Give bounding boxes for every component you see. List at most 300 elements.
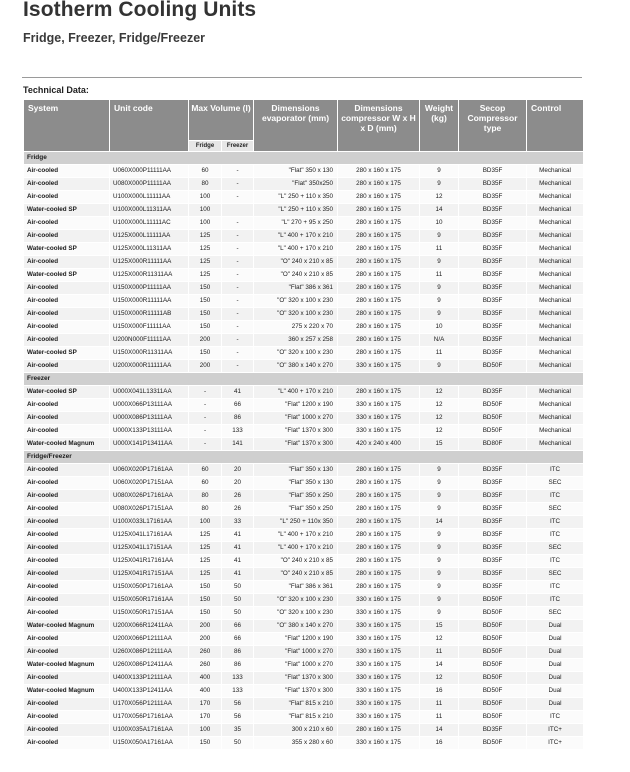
cell-freezer-volume: 41 [222,568,254,581]
header-fridge: Fridge [189,141,222,152]
cell-unit-code: U060X020P17151AA [110,477,189,490]
cell-control: Mechanical [527,321,584,334]
cell-evaporator: "Flat" 386 x 361 [254,581,338,594]
cell-freezer-volume: 66 [222,620,254,633]
cell-compressor: 280 x 160 x 175 [338,529,420,542]
cell-evaporator: "O" 320 x 100 x 230 [254,607,338,620]
table-row [24,295,584,308]
cell-control: Mechanical [527,295,584,308]
table-row [24,477,584,490]
cell-evaporator: "O" 240 x 210 x 85 [254,269,338,282]
cell-compressor: 280 x 160 x 175 [338,334,420,347]
cell-compressor: 280 x 160 x 175 [338,204,420,217]
cell-weight: 9 [420,594,459,607]
cell-fridge-volume: 260 [189,659,222,672]
cell-unit-code: U170X056P17161AA [110,711,189,724]
cell-weight: 16 [420,737,459,750]
cell-secop: BD35F [459,295,527,308]
cell-fridge-volume: 150 [189,295,222,308]
cell-fridge-volume: 60 [189,464,222,477]
cell-weight: 10 [420,321,459,334]
cell-freezer-volume: 26 [222,503,254,516]
cell-fridge-volume: - [189,386,222,399]
cell-unit-code: U100X033L17161AA [110,516,189,529]
cell-freezer-volume: 33 [222,516,254,529]
cell-evaporator: "Flat" 350 x 130 [254,477,338,490]
cell-secop: BD50F [459,594,527,607]
cell-weight: 12 [420,191,459,204]
cell-compressor: 330 x 160 x 175 [338,659,420,672]
cell-evaporator: "L" 400 + 170 x 210 [254,542,338,555]
table-row [24,607,584,620]
cell-weight: 14 [420,659,459,672]
cell-system: Air-cooled [24,724,110,737]
cell-freezer-volume: - [222,217,254,230]
cell-evaporator: "Flat" 1370 x 300 [254,438,338,451]
cell-freezer-volume: - [222,347,254,360]
cell-secop: BD35F [459,217,527,230]
cell-fridge-volume: - [189,438,222,451]
cell-weight: 9 [420,256,459,269]
cell-secop: BD50F [459,685,527,698]
table-row [24,724,584,737]
cell-system: Air-cooled [24,581,110,594]
cell-compressor: 330 x 160 x 175 [338,646,420,659]
cell-unit-code: U080X026P17151AA [110,503,189,516]
cell-compressor: 280 x 160 x 175 [338,230,420,243]
cell-fridge-volume: 200 [189,360,222,373]
cell-compressor: 280 x 160 x 175 [338,503,420,516]
cell-evaporator: "O" 380 x 140 x 270 [254,620,338,633]
cell-evaporator: "Flat" 1370 x 300 [254,425,338,438]
cell-weight: 15 [420,438,459,451]
cell-freezer-volume: - [222,360,254,373]
cell-unit-code: U125X041R17151AA [110,568,189,581]
cell-system: Air-cooled [24,165,110,178]
cell-control: ITC [527,490,584,503]
cell-secop: BD35F [459,308,527,321]
cell-control: ITC+ [527,737,584,750]
cell-compressor: 280 x 160 x 175 [338,282,420,295]
cell-weight: 12 [420,425,459,438]
cell-control: Dual [527,633,584,646]
cell-evaporator: "O" 240 x 210 x 85 [254,568,338,581]
cell-secop: BD50F [459,659,527,672]
cell-freezer-volume: - [222,295,254,308]
cell-system: Air-cooled [24,737,110,750]
cell-unit-code: U125X000R11111AA [110,256,189,269]
table-row [24,698,584,711]
cell-weight: 12 [420,399,459,412]
cell-secop: BD35F [459,724,527,737]
cell-evaporator: "Flat" 1000 x 270 [254,646,338,659]
cell-control: SEC [527,542,584,555]
cell-fridge-volume: 80 [189,178,222,191]
cell-fridge-volume: 150 [189,321,222,334]
cell-unit-code: U125X041L17151AA [110,542,189,555]
cell-unit-code: U170X056P12111AA [110,698,189,711]
cell-secop: BD35F [459,555,527,568]
table-row [24,503,584,516]
cell-control: Mechanical [527,386,584,399]
cell-freezer-volume: 50 [222,581,254,594]
cell-compressor: 280 x 160 x 175 [338,581,420,594]
cell-evaporator: "Flat" 1000 x 270 [254,659,338,672]
cell-weight: 11 [420,269,459,282]
cell-secop: BD35F [459,191,527,204]
cell-unit-code: U100X000L11111AA [110,191,189,204]
cell-compressor: 330 x 160 x 175 [338,412,420,425]
cell-evaporator: "L" 270 + 95 x 250 [254,217,338,230]
cell-weight: 9 [420,529,459,542]
cell-unit-code: U100X035A17161AA [110,724,189,737]
cell-unit-code: U125X041L17161AA [110,529,189,542]
cell-freezer-volume: 35 [222,724,254,737]
table-row [24,711,584,724]
cell-fridge-volume: 100 [189,724,222,737]
cell-unit-code: U200X000R11111AA [110,360,189,373]
cell-system: Air-cooled [24,477,110,490]
table-row [24,191,584,204]
cell-weight: 11 [420,243,459,256]
cell-freezer-volume: 20 [222,477,254,490]
cell-control: Mechanical [527,412,584,425]
cell-secop: BD35F [459,529,527,542]
table-row [24,542,584,555]
cell-evaporator: 355 x 280 x 60 [254,737,338,750]
cell-control: ITC [527,516,584,529]
table-row [24,360,584,373]
cell-compressor: 330 x 160 x 175 [338,633,420,646]
cell-weight: 9 [420,555,459,568]
cell-evaporator: 360 x 257 x 258 [254,334,338,347]
cell-freezer-volume: 133 [222,425,254,438]
cell-control: Mechanical [527,308,584,321]
cell-compressor: 330 x 160 x 175 [338,685,420,698]
cell-system: Water-cooled Magnum [24,659,110,672]
cell-system: Air-cooled [24,230,110,243]
table-row [24,490,584,503]
cell-freezer-volume: - [222,256,254,269]
table-row [24,438,584,451]
cell-weight: 16 [420,685,459,698]
table-row [24,425,584,438]
cell-weight: 9 [420,178,459,191]
cell-control: Mechanical [527,204,584,217]
cell-freezer-volume: 41 [222,555,254,568]
cell-control: ITC [527,464,584,477]
cell-system: Air-cooled [24,360,110,373]
cell-unit-code: U125X041R17161AA [110,555,189,568]
header-max-volume: Max Volume (l) [189,100,254,141]
cell-secop: BD35F [459,334,527,347]
cell-system: Air-cooled [24,542,110,555]
cell-control: ITC [527,529,584,542]
cell-freezer-volume: - [222,191,254,204]
table-row [24,399,584,412]
cell-evaporator: "L" 400 + 170 x 210 [254,529,338,542]
cell-control: Mechanical [527,243,584,256]
cell-evaporator: "Flat" 815 x 210 [254,698,338,711]
table-row [24,269,584,282]
cell-compressor: 330 x 160 x 175 [338,698,420,711]
technical-data-table [23,99,584,750]
cell-control: SEC [527,477,584,490]
cell-control: Dual [527,620,584,633]
cell-compressor: 280 x 160 x 175 [338,464,420,477]
cell-control: Mechanical [527,282,584,295]
table-row [24,620,584,633]
cell-control: Mechanical [527,256,584,269]
cell-control: ITC [527,555,584,568]
cell-evaporator: "Flat" 1370 x 300 [254,685,338,698]
cell-secop: BD50F [459,412,527,425]
cell-freezer-volume: 86 [222,412,254,425]
cell-fridge-volume: - [189,412,222,425]
cell-unit-code: U080X000P11111AA [110,178,189,191]
cell-evaporator: "Flat" 1200 x 190 [254,399,338,412]
cell-compressor: 330 x 160 x 175 [338,425,420,438]
cell-compressor: 280 x 160 x 175 [338,256,420,269]
cell-system: Air-cooled [24,425,110,438]
cell-system: Air-cooled [24,516,110,529]
cell-secop: BD35F [459,347,527,360]
cell-secop: BD35F [459,477,527,490]
cell-weight: 14 [420,204,459,217]
cell-system: Air-cooled [24,256,110,269]
table-row [24,204,584,217]
cell-unit-code: U400X133P12111AA [110,672,189,685]
cell-freezer-volume: 66 [222,633,254,646]
cell-secop: BD50F [459,633,527,646]
cell-freezer-volume: 50 [222,737,254,750]
table-row [24,178,584,191]
cell-evaporator: "L" 400 + 170 x 210 [254,243,338,256]
header-evaporator: Dimensions evaporator (mm) [254,100,338,152]
cell-control: Mechanical [527,178,584,191]
cell-fridge-volume: 400 [189,685,222,698]
cell-compressor: 280 x 160 x 175 [338,490,420,503]
cell-weight: 9 [420,295,459,308]
cell-fridge-volume: 60 [189,477,222,490]
cell-secop: BD50F [459,399,527,412]
cell-evaporator: "O" 320 x 100 x 230 [254,347,338,360]
cell-compressor: 280 x 160 x 175 [338,347,420,360]
group-label: Freezer [24,373,584,386]
cell-unit-code: U100X000L11311AA [110,204,189,217]
group-row [24,451,584,464]
cell-control: ITC [527,711,584,724]
cell-system: Air-cooled [24,282,110,295]
cell-fridge-volume: 150 [189,737,222,750]
cell-system: Air-cooled [24,334,110,347]
cell-compressor: 330 x 160 x 175 [338,711,420,724]
cell-evaporator: 275 x 220 x 70 [254,321,338,334]
cell-secop: BD50F [459,607,527,620]
cell-evaporator: "Flat" 1000 x 270 [254,412,338,425]
cell-compressor: 280 x 160 x 175 [338,178,420,191]
cell-system: Water-cooled SP [24,347,110,360]
cell-freezer-volume: - [222,308,254,321]
section-label: Technical Data: [23,85,89,95]
cell-fridge-volume: 150 [189,347,222,360]
table-row [24,685,584,698]
table-row [24,230,584,243]
cell-system: Air-cooled [24,399,110,412]
cell-control: Mechanical [527,269,584,282]
table-row [24,581,584,594]
cell-compressor: 280 x 160 x 175 [338,295,420,308]
cell-freezer-volume: 41 [222,542,254,555]
cell-freezer-volume: 133 [222,672,254,685]
cell-fridge-volume: 125 [189,269,222,282]
cell-weight: 9 [420,568,459,581]
cell-fridge-volume: 170 [189,711,222,724]
cell-system: Air-cooled [24,217,110,230]
cell-fridge-volume: 200 [189,334,222,347]
cell-fridge-volume: 200 [189,633,222,646]
cell-unit-code: U150X000R11311AA [110,347,189,360]
table-row [24,282,584,295]
cell-compressor: 330 x 160 x 175 [338,360,420,373]
cell-evaporator: "Flat" 1370 x 300 [254,672,338,685]
cell-control: Dual [527,685,584,698]
cell-freezer-volume: 66 [222,399,254,412]
cell-evaporator: "O" 320 x 100 x 230 [254,308,338,321]
cell-freezer-volume: - [222,321,254,334]
cell-weight: 14 [420,516,459,529]
cell-weight: 9 [420,607,459,620]
cell-compressor: 280 x 160 x 175 [338,269,420,282]
cell-compressor: 280 x 160 x 175 [338,555,420,568]
cell-system: Water-cooled Magnum [24,620,110,633]
cell-unit-code: U000X133P13111AA [110,425,189,438]
cell-control: SEC [527,568,584,581]
cell-system: Air-cooled [24,295,110,308]
cell-evaporator: "Flat" 386 x 361 [254,282,338,295]
divider [22,77,582,78]
cell-evaporator: "L" 250 + 110 x 350 [254,204,338,217]
cell-evaporator: "O" 320 x 100 x 230 [254,594,338,607]
header-secop: Secop Compressor type [459,100,527,152]
cell-freezer-volume: - [222,334,254,347]
table-row [24,334,584,347]
cell-compressor: 330 x 160 x 175 [338,620,420,633]
cell-freezer-volume: - [222,230,254,243]
cell-secop: BD50F [459,425,527,438]
cell-system: Air-cooled [24,529,110,542]
cell-unit-code: U080X026P17161AA [110,490,189,503]
cell-secop: BD80F [459,438,527,451]
cell-unit-code: U125X000L11111AA [110,230,189,243]
cell-secop: BD35F [459,568,527,581]
cell-compressor: 330 x 160 x 175 [338,737,420,750]
cell-unit-code: U000X041L13311AA [110,386,189,399]
cell-compressor: 280 x 160 x 175 [338,477,420,490]
cell-unit-code: U200N000F11111AA [110,334,189,347]
table-row [24,737,584,750]
table-row [24,412,584,425]
cell-secop: BD50F [459,737,527,750]
cell-weight: 9 [420,165,459,178]
cell-freezer-volume: 56 [222,698,254,711]
cell-fridge-volume: 150 [189,607,222,620]
cell-fridge-volume: 125 [189,230,222,243]
cell-unit-code: U060X020P17161AA [110,464,189,477]
header-unit-code: Unit code [110,100,189,152]
cell-unit-code: U260X086P12111AA [110,646,189,659]
cell-control: Dual [527,672,584,685]
cell-system: Air-cooled [24,308,110,321]
table-row [24,516,584,529]
cell-weight: 9 [420,282,459,295]
cell-fridge-volume: 125 [189,529,222,542]
cell-fridge-volume: 200 [189,620,222,633]
cell-fridge-volume: 80 [189,490,222,503]
cell-fridge-volume: 80 [189,503,222,516]
cell-weight: 9 [420,308,459,321]
cell-weight: 9 [420,490,459,503]
cell-freezer-volume: 133 [222,685,254,698]
cell-fridge-volume: 400 [189,672,222,685]
cell-unit-code: U150X050R17151AA [110,607,189,620]
cell-weight: 9 [420,581,459,594]
table-row [24,659,584,672]
cell-unit-code: U150X050A17161AA [110,737,189,750]
cell-evaporator: "L" 250 + 110 x 350 [254,191,338,204]
cell-evaporator: "Flat" 350 x 130 [254,165,338,178]
cell-fridge-volume: - [189,425,222,438]
cell-control: ITC [527,594,584,607]
cell-freezer-volume: 20 [222,464,254,477]
cell-fridge-volume: 125 [189,256,222,269]
table-row [24,568,584,581]
cell-weight: 12 [420,633,459,646]
cell-control: ITC+ [527,724,584,737]
cell-control: Mechanical [527,425,584,438]
cell-compressor: 280 x 160 x 175 [338,217,420,230]
cell-evaporator: "Flat" 350 x 130 [254,464,338,477]
cell-unit-code: U000X141P13411AA [110,438,189,451]
table-row [24,243,584,256]
cell-compressor: 280 x 160 x 175 [338,243,420,256]
cell-secop: BD35F [459,282,527,295]
cell-control: SEC [527,607,584,620]
cell-secop: BD50F [459,620,527,633]
group-label: Fridge/Freezer [24,451,584,464]
cell-secop: BD35F [459,503,527,516]
cell-evaporator: "O" 240 x 210 x 85 [254,256,338,269]
cell-system: Air-cooled [24,490,110,503]
cell-control: Mechanical [527,334,584,347]
cell-weight: 9 [420,542,459,555]
cell-evaporator: "O" 240 x 210 x 85 [254,555,338,568]
group-row [24,373,584,386]
cell-weight: 9 [420,477,459,490]
cell-weight: 11 [420,646,459,659]
cell-unit-code: U125X000R11311AA [110,269,189,282]
cell-evaporator: "O" 320 x 100 x 230 [254,295,338,308]
cell-system: Air-cooled [24,672,110,685]
cell-unit-code: U200X066P12111AA [110,633,189,646]
cell-freezer-volume: 41 [222,386,254,399]
cell-system: Water-cooled SP [24,386,110,399]
cell-secop: BD35F [459,542,527,555]
group-label: Fridge [24,152,584,165]
cell-system: Air-cooled [24,178,110,191]
cell-unit-code: U060X000P11111AA [110,165,189,178]
group-row [24,152,584,165]
